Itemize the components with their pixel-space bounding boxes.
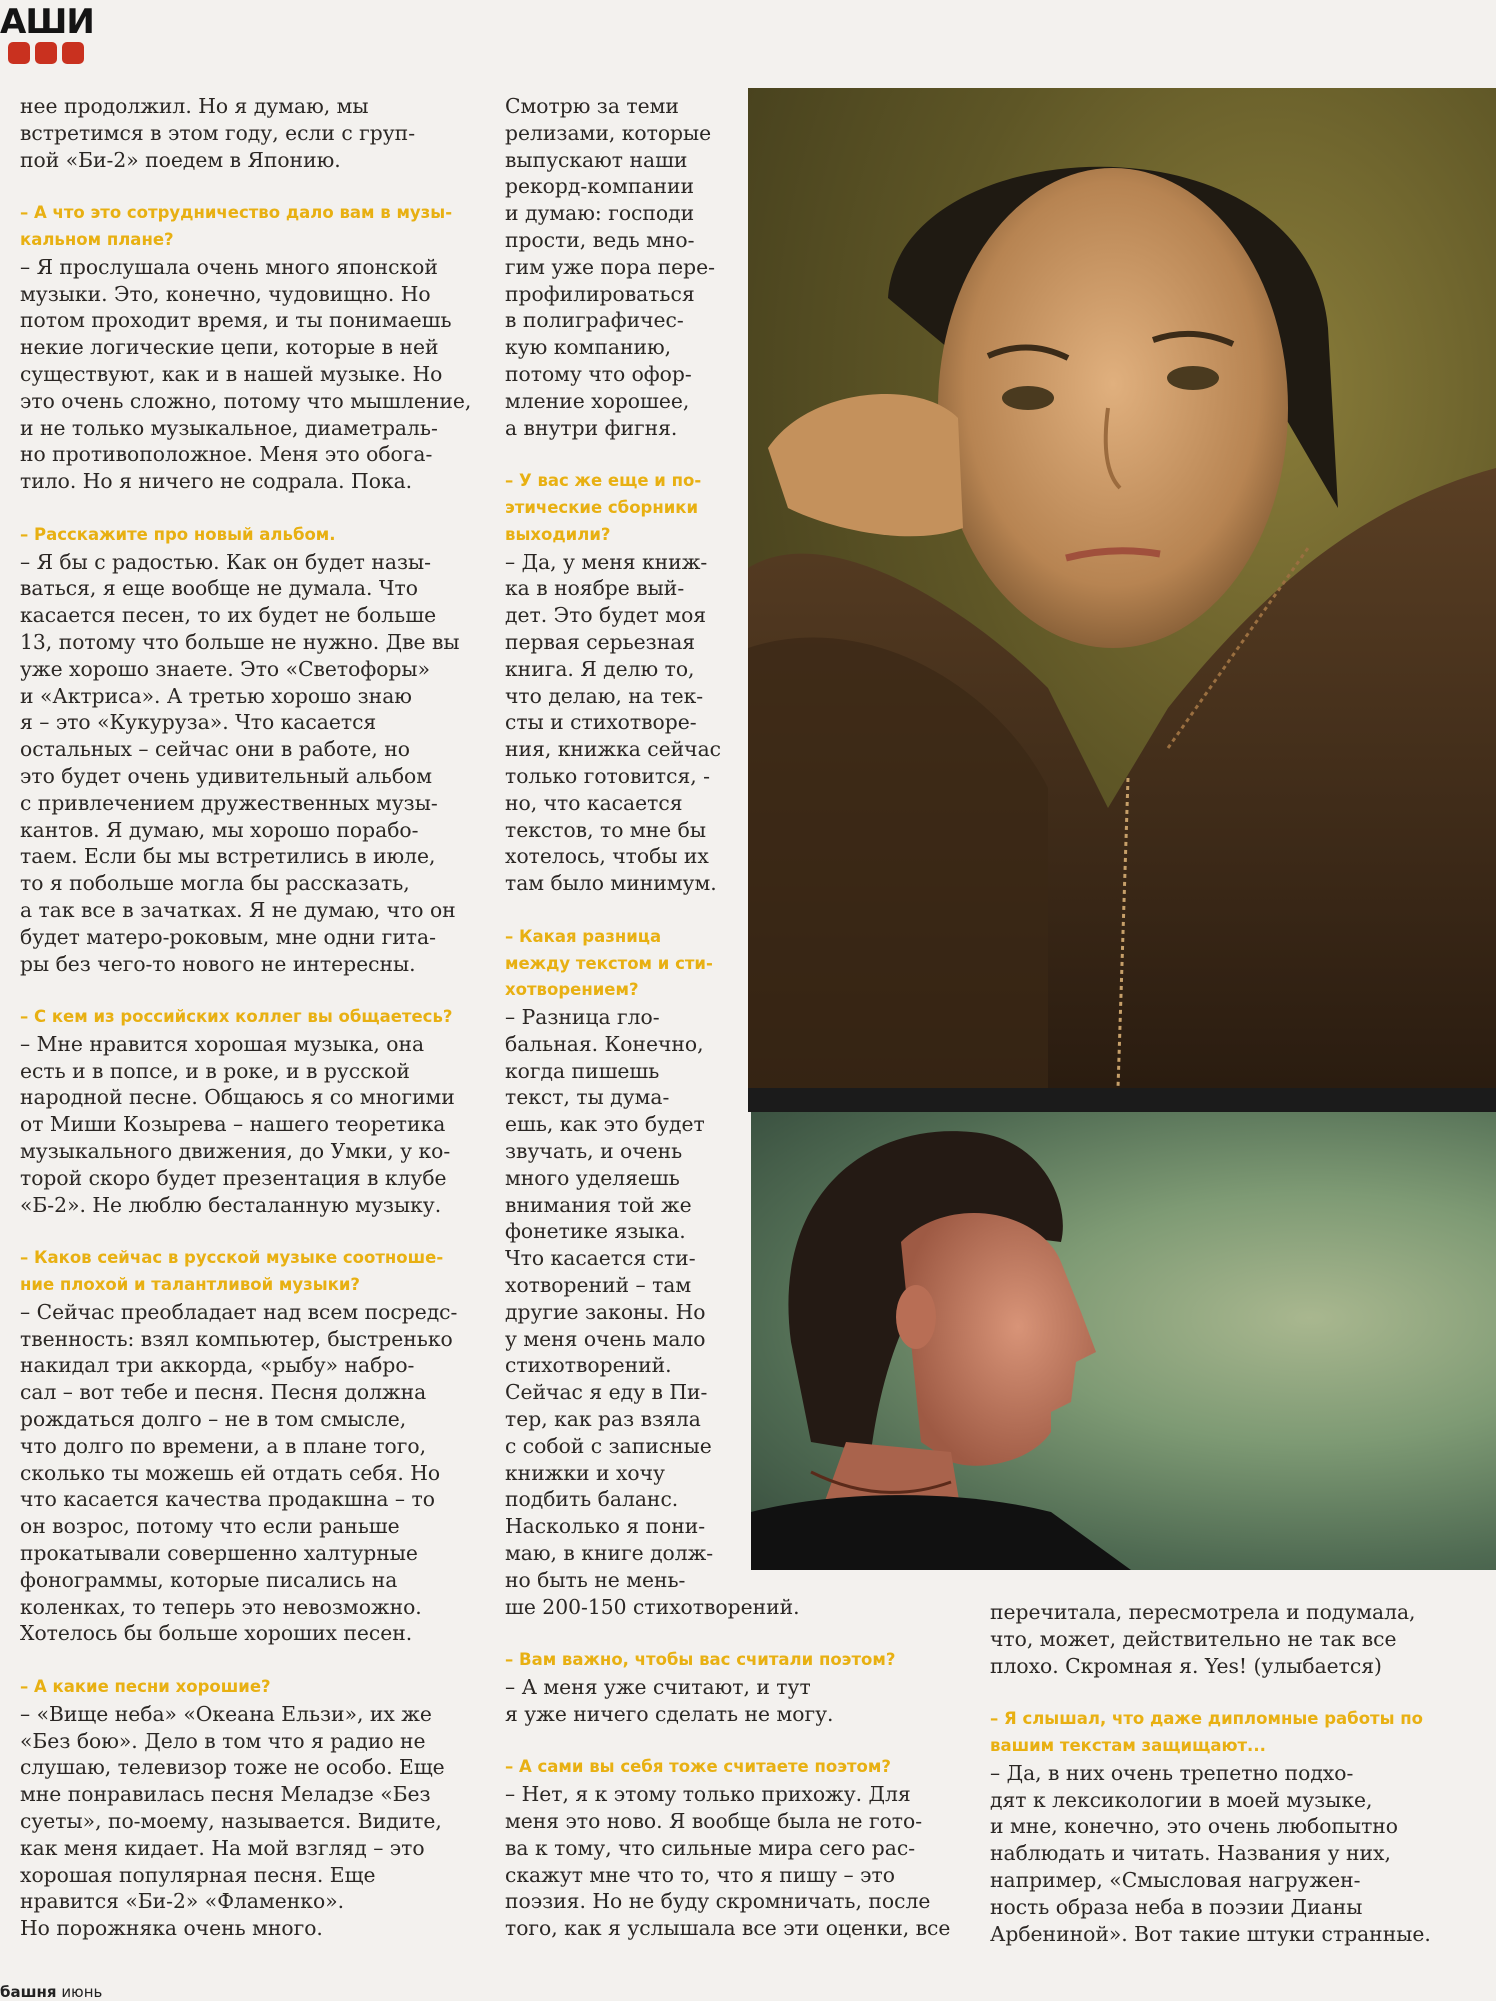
article-column-3 — [990, 1599, 1470, 1947]
answer-paragraph: Смотрю за теми релизами, которые выпускают наши рекорд-компании и думаю: господи прости, ведь мно- гим уже пора пере- профилироваться в полиграфичес- кую компанию, потому что офор- мление хорошее, а внутри фигня. — [505, 94, 716, 440]
answer-paragraph: – А меня уже считают, и тут я уже ничего сделать не могу. — [505, 1675, 834, 1726]
answer-paragraph: – Да, у меня книж- ка в ноябре вый- дет. Это будет моя первая серьезная книга. Я делю то, что делаю, на тек- сты и стихотворе- ния, книжка сейчас только готовится, - но, что касается текстов, то мне бы хотелось, чтобы их там было минимум. — [505, 549, 722, 896]
page-footer — [0, 1983, 102, 2001]
interview-question: – А какие песни хорошие? — [20, 1677, 271, 1697]
answer-paragraph: – Я бы с радостью. Как он будет назы- ваться, я еще вообще не думала. Что касается песен, то их будет не больше 13, потому что больше не нужно. Две вы уже хорошо знаете. Это «Светофоры» и «Актриса». А третью хорошо знаю я – это «Кукуруза». Что касается остальных – сейчас они в работе, но это будет очень удивительный альбом с привлечением дружественных музы- кантов. Я думаю, мы хорошо порабо- таем. Если бы мы встретились в июле, то я побольше могла бы рассказать, а так все в зачатках. Я не думаю, что он будет матеро-роковым, мне одни гита- ры без чего-то нового не интересны. — [20, 549, 460, 976]
portrait-photo-leather-jacket — [748, 88, 1496, 1088]
interview-question: – Каков сейчас в русской музыке соотноше- ние плохой и талантливой музыки? — [20, 1248, 444, 1295]
answer-paragraph: – «Вище неба» «Океана Ельзи», их же «Без бою». Дело в том что я радио не слушаю, телевизор тоже не особо. Еще мне понравилась песня Меладзе «Без суеты», по-моему, называется. Видите, как меня кидает. На мой взгляд – это хорошая популярная песня. Еще нравится «Би-2» «Фламенко». Но порожняка очень много. — [20, 1701, 445, 1941]
interview-question: – Какая разница между текстом и сти- хотворением? — [505, 926, 713, 1000]
interview-question: – Я слышал, что даже дипломные работы по вашим текстам защищают... — [990, 1709, 1423, 1755]
interview-question: – С кем из российских коллег вы общаетесь? — [20, 1007, 453, 1027]
interview-question: – А что это сотрудничество дало вам в музы- кальном плане? — [20, 203, 453, 249]
interview-question: – А сами вы себя тоже считаете поэтом? — [505, 1757, 891, 1777]
article-column-2 — [505, 93, 951, 1942]
answer-paragraph: – Я прослушала очень много японской музыки. Это, конечно, чудовищно. Но потом проходит время, и ты понимаешь некие логические цепи, которые в ней существуют, как и в нашей музыке. Но это очень сложно, потому что мышление, и не только музыкальное, диаметраль- но противоположное. Меня это обога- тило. Но я ничего не содрала. Пока. — [20, 254, 472, 494]
interview-question: – Расскажите про новый альбом. — [20, 524, 336, 544]
section-dots — [8, 42, 84, 64]
interview-question: – У вас же еще и по- этические сборники выходили? — [505, 471, 702, 544]
answer-paragraph: – Разница гло- бальная. Конечно, когда пишешь текст, ты дума- ешь, как это будет звучать, и очень много уделяешь внимания той же фонетике языка. Что касается сти- хотворений – там другие законы. Но у меня очень мало стихотворений. Сейчас я еду в Пи- тер, как раз взяла с собой с записные книжки и хочу подбить баланс. Насколько я пони- маю, в книге долж- но быть не мень- ше 200-150 стихотворений. — [505, 1005, 800, 1619]
interview-question: – Вам важно, чтобы вас считали поэтом? — [505, 1650, 896, 1670]
answer-paragraph: – Да, в них очень трепетно подхо- дят к лексикологии в моей музыке, и мне, конечно, это очень любопытно наблюдать и читать. Названия у них, например, «Смысловая нагружен- ность образа неба в поэзии Дианы Арбениной». Вот такие штуки странные. — [990, 1760, 1431, 1946]
answer-paragraph: перечитала, пересмотрела и подумала, что, может, действительно не так все плохо. Скромная я. Yes! (улыбается) — [990, 1600, 1416, 1678]
article-column-1 — [20, 93, 490, 1942]
answer-paragraph: – Мне нравится хорошая музыка, она есть и в попсе, и в роке, и в русской народной песне. Общаюсь я со многими от Миши Козырева – нашего теоретика музыкального движения, до Умки, у ко- торой скоро будет презентация в клубе «Б-2». Не люблю бесталанную музыку. — [20, 1031, 455, 1217]
section-tag: АШИ — [0, 2, 94, 42]
magazine-name: башня — [0, 1983, 57, 2001]
answer-paragraph: нее продолжил. Но я думаю, мы встретимся в этом году, если с груп- пой «Би-2» поедем в Японию. — [20, 94, 416, 172]
answer-paragraph: – Нет, я к этому только прихожу. Для меня это ново. Я вообще была не гото- ва к тому, что сильные мира сего рас- скажут мне что то, что я пишу – это поэзия. Но не буду скромничать, после того, как я услышала все эти оценки, все — [505, 1782, 951, 1941]
issue-month: июнь — [61, 1983, 103, 2001]
answer-paragraph: – Сейчас преобладает над всем посредс- твенность: взял компьютер, быстренько накидал три аккорда, «рыбу» набро- сал – вот тебе и песня. Песня должна рождаться долго – не в том смысле, что долго по времени, а в плане того, сколько ты можешь ей отдать себя. Но что касается качества продакшна – то он возрос, потому что если раньше прокатывали совершенно халтурные фонограммы, которые писались на коленках, то теперь это невозможно. Хотелось бы больше хороших песен. — [20, 1299, 458, 1646]
